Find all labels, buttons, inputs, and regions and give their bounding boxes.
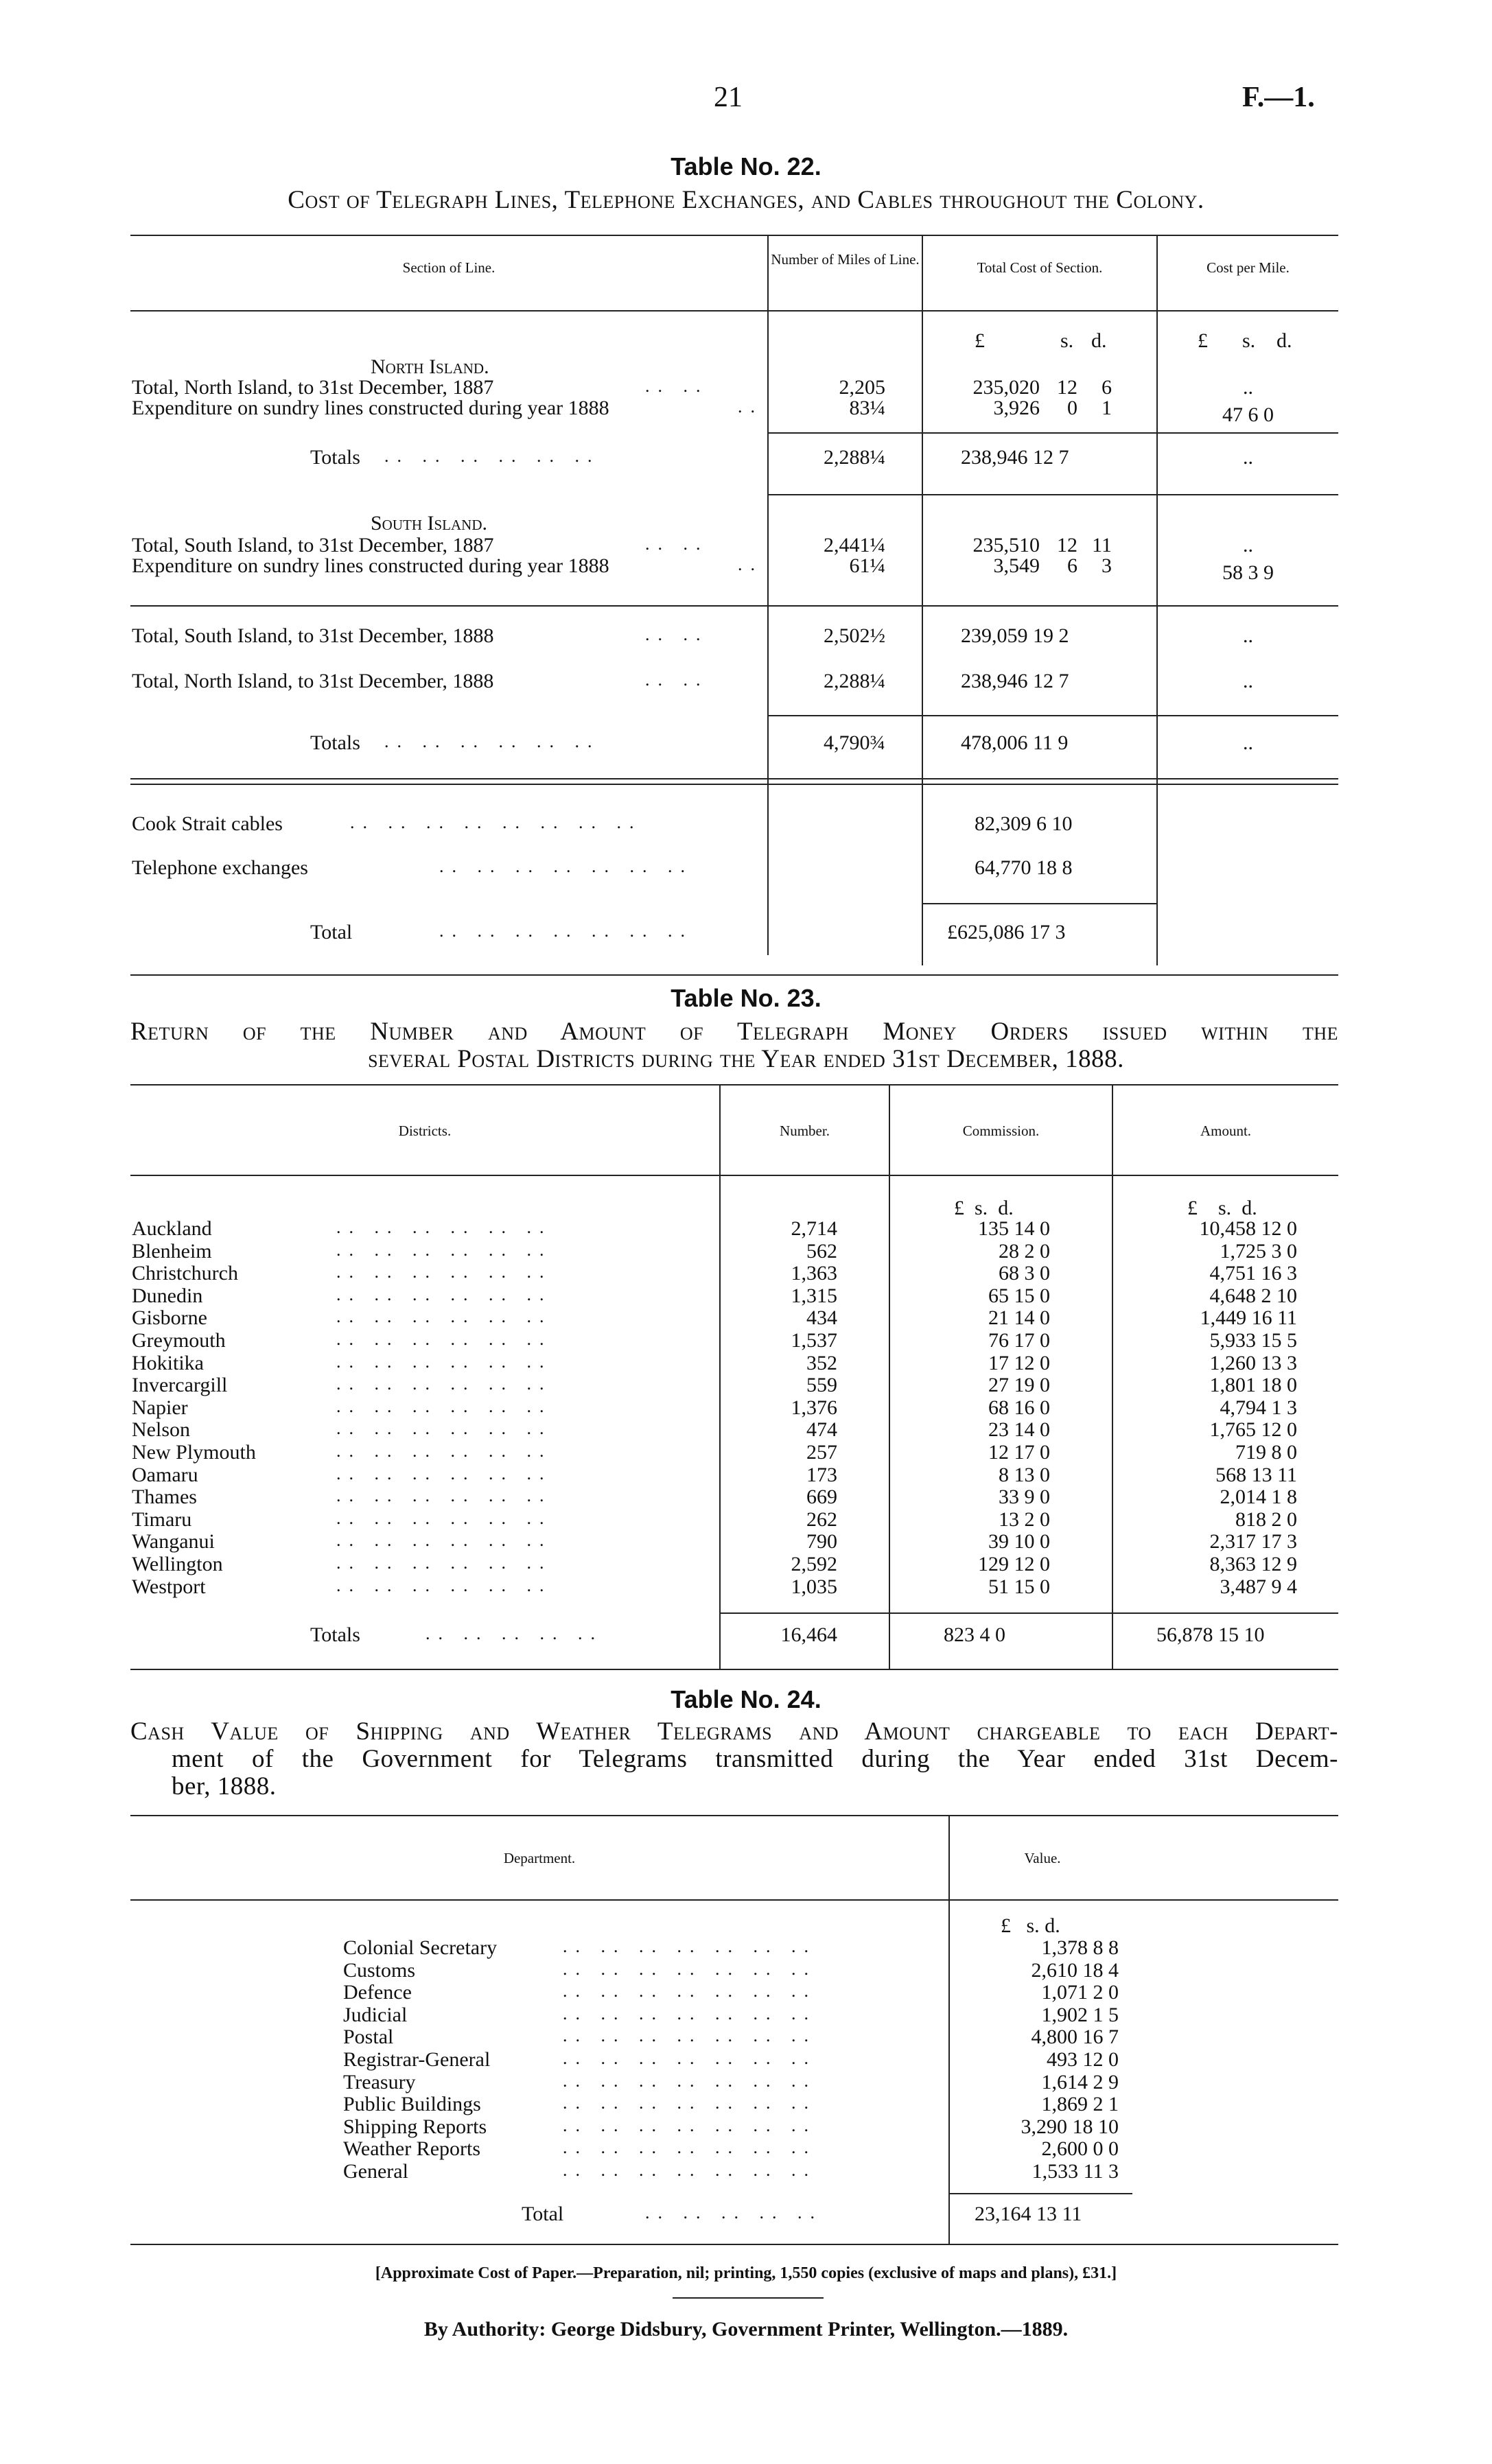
leader-dots: .. .. .. .. .. .. .. bbox=[563, 1981, 817, 2001]
section-label: Total, South Island, to 31st December, 1888 bbox=[132, 624, 494, 647]
leader-dots: .. .. .. .. .. .. .. bbox=[439, 856, 693, 876]
number-value: 1,035 bbox=[791, 1575, 837, 1598]
district-name: New Plymouth bbox=[132, 1441, 256, 1464]
miles-value: 83¼ bbox=[849, 397, 885, 419]
leader-dots: .. .. .. .. .. .. .. bbox=[563, 2115, 817, 2135]
table23-bottom-rule bbox=[130, 1669, 1338, 1670]
cost-total: 239,059 19 2 bbox=[961, 624, 1069, 647]
commission-value: 39 10 0 bbox=[988, 1530, 1050, 1553]
leader-dots: .. .. .. .. .. .. bbox=[336, 1284, 552, 1304]
total-label: Total bbox=[310, 921, 353, 943]
rule bbox=[130, 778, 1338, 779]
leader-dots: .. .. .. .. .. .. bbox=[336, 1262, 552, 1282]
department-value: 493 12 0 bbox=[1047, 2048, 1119, 2071]
department-value: 1,533 11 3 bbox=[1031, 2160, 1119, 2183]
commission-value: 129 12 0 bbox=[978, 1553, 1050, 1575]
table24-description-line1: Cash Value of Shipping and Weather Telegrams and Amount chargeable to each Depart- bbox=[130, 1717, 1338, 1746]
south-island-heading: South Island. bbox=[371, 512, 488, 535]
number-value: 790 bbox=[806, 1530, 837, 1553]
commission-value: 8 13 0 bbox=[999, 1464, 1050, 1486]
per-mile-value: .. bbox=[1243, 534, 1253, 556]
number-value: 434 bbox=[806, 1306, 837, 1329]
district-name: Wellington bbox=[132, 1553, 223, 1575]
cost-total: 238,946 12 7 bbox=[961, 446, 1069, 469]
rule bbox=[130, 784, 1338, 785]
district-name: Invercargill bbox=[132, 1374, 228, 1396]
district-name: Wanganui bbox=[132, 1530, 215, 1553]
table23-description-line2: several Postal Districts during the Year ended 31st December, 1888. bbox=[368, 1045, 1124, 1073]
number-value: 669 bbox=[806, 1486, 837, 1508]
district-name: Gisborne bbox=[132, 1306, 207, 1329]
shillings-unit: s. bbox=[1218, 1197, 1232, 1219]
table22-bottom-rule bbox=[130, 974, 1338, 976]
per-mile-value: .. bbox=[1243, 624, 1253, 647]
leader-dots: .. .. .. .. .. .. bbox=[336, 1486, 552, 1505]
rule bbox=[767, 432, 1338, 434]
cost-total: 238,946 12 7 bbox=[961, 670, 1069, 692]
leader-dots: .. .. .. .. .. .. .. bbox=[563, 2071, 817, 2091]
table24-col-divider bbox=[948, 1815, 950, 2244]
table23-col-number: Number. bbox=[780, 1123, 830, 1139]
leader-dots: .. .. .. .. .. .. bbox=[336, 1396, 552, 1416]
leader-dots: .. .. .. .. .. bbox=[645, 2203, 823, 2222]
department-name: Postal bbox=[343, 2026, 394, 2048]
north-island-heading: North Island. bbox=[371, 355, 489, 378]
doc-reference: F.—1. bbox=[1242, 82, 1315, 113]
leader-dots: .. .. .. .. .. .. bbox=[336, 1508, 552, 1528]
shillings-unit: s. bbox=[975, 1197, 988, 1219]
leader-dots: .. .. bbox=[645, 376, 709, 396]
amount-value: 1,801 18 0 bbox=[1209, 1374, 1297, 1396]
rule bbox=[130, 605, 1338, 607]
department-name: Weather Reports bbox=[343, 2137, 481, 2160]
leader-dots: .. .. .. .. .. .. bbox=[336, 1217, 552, 1237]
department-value: 1,071 2 0 bbox=[1041, 1981, 1119, 2004]
table22-col-divider bbox=[767, 235, 769, 955]
table22-title: Table No. 22. bbox=[671, 152, 821, 180]
amount-value: 568 13 11 bbox=[1215, 1464, 1297, 1486]
department-value: 4,800 16 7 bbox=[1031, 2026, 1119, 2048]
amount-value: 4,794 1 3 bbox=[1220, 1396, 1297, 1419]
cost-of-paper-note: [Approximate Cost of Paper.—Preparation, nil; printing, 1,550 copies (exclusive of maps and plans), £31.] bbox=[375, 2264, 1117, 2282]
number-value: 559 bbox=[806, 1374, 837, 1396]
district-name: Auckland bbox=[132, 1217, 212, 1240]
cost-shillings: 12 bbox=[1057, 376, 1077, 399]
per-mile-value: .. bbox=[1243, 670, 1253, 692]
table24-title: Table No. 24. bbox=[671, 1685, 821, 1713]
amount-units bbox=[1187, 1197, 1257, 1220]
section-label: Total, North Island, to 31st December, 1887 bbox=[132, 376, 494, 399]
miles-value: 2,288¼ bbox=[824, 446, 885, 469]
cost-pounds: 3,549 bbox=[993, 554, 1040, 577]
amount-value: 4,648 2 10 bbox=[1209, 1284, 1297, 1307]
district-name: Oamaru bbox=[132, 1464, 198, 1486]
rule bbox=[922, 903, 1156, 904]
per-mile-value: .. bbox=[1243, 731, 1253, 754]
table22-col-per-mile: Cost per Mile. bbox=[1207, 259, 1290, 276]
department-value: 1,902 1 5 bbox=[1041, 2004, 1119, 2026]
table23-col-districts: Districts. bbox=[398, 1123, 452, 1139]
shillings-unit: s. bbox=[1242, 329, 1256, 352]
commission-units bbox=[954, 1197, 1014, 1220]
leader-dots: .. .. .. .. .. .. .. bbox=[563, 1959, 817, 1979]
district-name: Timaru bbox=[132, 1508, 192, 1531]
number-value: 1,537 bbox=[791, 1329, 837, 1352]
department-name: Customs bbox=[343, 1959, 416, 1982]
leader-dots: .. .. .. .. .. .. .. bbox=[563, 2026, 817, 2045]
leader-dots: .. bbox=[738, 554, 763, 574]
district-name: Christchurch bbox=[132, 1262, 238, 1284]
commission-value: 135 14 0 bbox=[978, 1217, 1050, 1240]
district-name: Dunedin bbox=[132, 1284, 203, 1307]
number-value: 262 bbox=[806, 1508, 837, 1531]
district-name: Greymouth bbox=[132, 1329, 226, 1352]
cost-pence: 11 bbox=[1092, 534, 1112, 556]
department-name: Treasury bbox=[343, 2071, 416, 2093]
miles-value: 2,502½ bbox=[824, 624, 885, 647]
amount-value: 719 8 0 bbox=[1235, 1441, 1297, 1464]
grand-total-cost: £625,086 17 3 bbox=[947, 921, 1066, 943]
table23-description-line1: Return of the Number and Amount of Telegraph Money Orders issued within the bbox=[130, 1018, 1338, 1046]
leader-dots: .. .. .. .. .. .. .. bbox=[563, 2093, 817, 2113]
district-name: Napier bbox=[132, 1396, 188, 1419]
department-name: Shipping Reports bbox=[343, 2115, 487, 2138]
commission-value: 12 17 0 bbox=[988, 1441, 1050, 1464]
commission-value: 68 3 0 bbox=[999, 1262, 1050, 1284]
leader-dots: .. .. .. .. .. .. .. .. bbox=[350, 812, 642, 832]
number-value: 1,363 bbox=[791, 1262, 837, 1284]
table24-col-department: Department. bbox=[503, 1850, 576, 1866]
pence-unit: d. bbox=[1277, 329, 1292, 352]
commission-value: 33 9 0 bbox=[999, 1486, 1050, 1508]
table22-description: Cost of Telegraph Lines, Telephone Exchanges, and Cables throughout the Colony. bbox=[288, 186, 1204, 214]
cost-total: 478,006 11 9 bbox=[961, 731, 1069, 754]
pence-unit: d. bbox=[998, 1197, 1014, 1219]
leader-dots: .. .. .. .. .. .. .. bbox=[563, 1936, 817, 1956]
leader-dots: .. .. .. .. .. .. bbox=[336, 1464, 552, 1483]
per-mile-value: 58 3 9 bbox=[1222, 561, 1274, 584]
leader-dots: .. .. .. .. .. .. .. bbox=[563, 2137, 817, 2157]
department-value: 2,600 0 0 bbox=[1041, 2137, 1119, 2160]
amount-total: 56,878 15 10 bbox=[1156, 1623, 1265, 1646]
amount-value: 3,487 9 4 bbox=[1220, 1575, 1297, 1598]
leader-dots: .. .. .. .. .. .. bbox=[336, 1553, 552, 1573]
pence-unit: d. bbox=[1091, 329, 1107, 352]
leader-dots: .. .. .. .. .. .. .. bbox=[563, 2160, 817, 2180]
department-name: Public Buildings bbox=[343, 2093, 481, 2115]
footer-rule bbox=[673, 2297, 824, 2299]
commission-value: 65 15 0 bbox=[988, 1284, 1050, 1307]
amount-value: 1,765 12 0 bbox=[1209, 1418, 1297, 1441]
leader-dots: .. bbox=[738, 397, 763, 416]
leader-dots: .. .. .. .. .. .. bbox=[336, 1418, 552, 1438]
department-value: 1,378 8 8 bbox=[1041, 1936, 1119, 1959]
pounds-unit: £ bbox=[954, 1197, 964, 1219]
totals-label: Totals bbox=[310, 446, 360, 469]
leader-dots: .. .. .. .. .. bbox=[426, 1623, 603, 1643]
table22-col-miles: Number of Miles of Line. bbox=[771, 251, 920, 268]
cost-total: 64,770 18 8 bbox=[975, 856, 1073, 879]
cost-pence: 1 bbox=[1101, 397, 1112, 419]
number-value: 2,714 bbox=[791, 1217, 837, 1240]
number-value: 173 bbox=[806, 1464, 837, 1486]
leader-dots: .. .. .. .. .. .. bbox=[336, 1441, 552, 1461]
cost-shillings: 12 bbox=[1057, 534, 1077, 556]
value-total: 23,164 13 11 bbox=[975, 2203, 1082, 2225]
rule bbox=[719, 1612, 1338, 1614]
amount-value: 2,014 1 8 bbox=[1220, 1486, 1297, 1508]
section-label: Expenditure on sundry lines constructed during year 1888 bbox=[132, 554, 609, 577]
pounds-unit: £ bbox=[1198, 329, 1208, 352]
section-label: Total, South Island, to 31st December, 1887 bbox=[132, 534, 494, 556]
pounds-unit: £ bbox=[1001, 1914, 1011, 1937]
leader-dots: .. .. .. .. .. .. bbox=[336, 1329, 552, 1349]
miles-value: 2,441¼ bbox=[824, 534, 885, 556]
cost-pence: 3 bbox=[1101, 554, 1112, 577]
department-value: 1,614 2 9 bbox=[1041, 2071, 1119, 2093]
section-label: Cook Strait cables bbox=[132, 812, 283, 835]
department-name: Registrar-General bbox=[343, 2048, 491, 2071]
department-value: 1,869 2 1 bbox=[1041, 2093, 1119, 2115]
department-name: Judicial bbox=[343, 2004, 408, 2026]
leader-dots: .. .. .. .. .. .. bbox=[336, 1530, 552, 1550]
table24-description-line2: ment of the Government for Telegrams transmitted during the Year ended 31st Decem- bbox=[172, 1745, 1338, 1773]
amount-value: 10,458 12 0 bbox=[1199, 1217, 1297, 1240]
department-value: 3,290 18 10 bbox=[1021, 2115, 1119, 2138]
cost-pounds: 235,510 bbox=[972, 534, 1040, 556]
department-value: 2,610 18 4 bbox=[1031, 1959, 1119, 1982]
table22-col-section: Section of Line. bbox=[402, 259, 496, 276]
number-value: 352 bbox=[806, 1352, 837, 1374]
leader-dots: .. .. .. .. .. .. bbox=[336, 1575, 552, 1595]
table23-top-rule bbox=[130, 1084, 1338, 1086]
commission-value: 76 17 0 bbox=[988, 1329, 1050, 1352]
table24-header-rule bbox=[130, 1899, 1338, 1901]
commission-value: 17 12 0 bbox=[988, 1352, 1050, 1374]
commission-value: 51 15 0 bbox=[988, 1575, 1050, 1598]
number-value: 1,315 bbox=[791, 1284, 837, 1307]
leader-dots: .. .. bbox=[645, 534, 709, 554]
amount-value: 818 2 0 bbox=[1235, 1508, 1297, 1531]
number-value: 474 bbox=[806, 1418, 837, 1441]
leader-dots: .. .. .. .. .. .. bbox=[336, 1240, 552, 1260]
commission-value: 68 16 0 bbox=[988, 1396, 1050, 1419]
miles-value: 2,205 bbox=[839, 376, 885, 399]
commission-value: 27 19 0 bbox=[988, 1374, 1050, 1396]
number-total: 16,464 bbox=[780, 1623, 837, 1646]
district-name: Thames bbox=[132, 1486, 197, 1508]
leader-dots: .. .. .. .. .. .. bbox=[336, 1374, 552, 1394]
totals-label: Totals bbox=[310, 1623, 360, 1646]
commission-value: 28 2 0 bbox=[999, 1240, 1050, 1263]
cost-pence: 6 bbox=[1101, 376, 1112, 399]
leader-dots: .. .. .. .. .. .. bbox=[384, 446, 601, 466]
rule bbox=[948, 2193, 1132, 2194]
number-value: 257 bbox=[806, 1441, 837, 1464]
leader-dots: .. .. .. .. .. .. bbox=[384, 731, 601, 751]
section-label: Total, North Island, to 31st December, 1888 bbox=[132, 670, 494, 692]
table22-col-divider bbox=[1156, 235, 1158, 965]
table22-col-cost: Total Cost of Section. bbox=[977, 259, 1103, 276]
table23-header-rule bbox=[130, 1175, 1338, 1176]
table24-description-line3: ber, 1888. bbox=[172, 1772, 277, 1800]
table23-col-divider bbox=[889, 1084, 890, 1669]
totals-label: Totals bbox=[310, 731, 360, 754]
cost-shillings: 0 bbox=[1067, 397, 1077, 419]
miles-value: 2,288¼ bbox=[824, 670, 885, 692]
per-mile-value: .. bbox=[1243, 446, 1253, 469]
cost-shillings: 6 bbox=[1067, 554, 1077, 577]
rule bbox=[767, 494, 1338, 495]
pounds-unit: £ bbox=[975, 329, 985, 352]
department-name: General bbox=[343, 2160, 408, 2183]
commission-total: 823 4 0 bbox=[944, 1623, 1005, 1646]
total-label: Total bbox=[522, 2203, 564, 2225]
printer-authority: By Authority: George Didsbury, Government Printer, Wellington.—1889. bbox=[423, 2318, 1069, 2340]
commission-value: 23 14 0 bbox=[988, 1418, 1050, 1441]
table24-col-value: Value. bbox=[1024, 1850, 1061, 1866]
amount-value: 1,260 13 3 bbox=[1209, 1352, 1297, 1374]
leader-dots: .. .. bbox=[645, 624, 709, 644]
section-label: Telephone exchanges bbox=[132, 856, 308, 879]
table23-col-commission: Commission. bbox=[962, 1123, 1040, 1139]
leader-dots: .. .. .. .. .. .. bbox=[336, 1352, 552, 1372]
table23-col-divider bbox=[1112, 1084, 1113, 1669]
number-value: 1,376 bbox=[791, 1396, 837, 1419]
leader-dots: .. .. bbox=[645, 670, 709, 690]
table22-col-divider bbox=[922, 235, 923, 965]
commission-value: 21 14 0 bbox=[988, 1306, 1050, 1329]
pence-unit: d. bbox=[1045, 1914, 1060, 1937]
district-name: Nelson bbox=[132, 1418, 190, 1441]
pounds-unit: £ bbox=[1187, 1197, 1198, 1219]
leader-dots: .. .. .. .. .. .. .. bbox=[563, 2048, 817, 2068]
table24-bottom-rule bbox=[130, 2244, 1338, 2245]
table23-col-amount: Amount. bbox=[1200, 1123, 1252, 1139]
table23-col-divider bbox=[719, 1084, 721, 1669]
leader-dots: .. .. .. .. .. .. .. bbox=[439, 921, 693, 941]
amount-value: 1,449 16 11 bbox=[1200, 1306, 1297, 1329]
amount-value: 8,363 12 9 bbox=[1209, 1553, 1297, 1575]
leader-dots: .. .. .. .. .. .. bbox=[336, 1306, 552, 1326]
table23-title: Table No. 23. bbox=[671, 984, 821, 1012]
pence-unit: d. bbox=[1242, 1197, 1257, 1219]
commission-value: 13 2 0 bbox=[999, 1508, 1050, 1531]
shillings-unit: s. bbox=[1060, 329, 1074, 352]
amount-value: 5,933 15 5 bbox=[1209, 1329, 1297, 1352]
cost-pounds: 235,020 bbox=[972, 376, 1040, 399]
number-value: 562 bbox=[806, 1240, 837, 1263]
rule bbox=[767, 715, 1338, 716]
per-mile-value: .. bbox=[1243, 376, 1253, 399]
department-name: Colonial Secretary bbox=[343, 1936, 498, 1959]
section-label: Expenditure on sundry lines constructed during year 1888 bbox=[132, 397, 609, 419]
amount-value: 4,751 16 3 bbox=[1209, 1262, 1297, 1284]
miles-value: 61¼ bbox=[849, 554, 885, 577]
cost-pounds: 3,926 bbox=[993, 397, 1040, 419]
district-name: Hokitika bbox=[132, 1352, 204, 1374]
table24-top-rule bbox=[130, 1815, 1338, 1816]
amount-value: 1,725 3 0 bbox=[1220, 1240, 1297, 1263]
district-name: Westport bbox=[132, 1575, 206, 1598]
amount-value: 2,317 17 3 bbox=[1209, 1530, 1297, 1553]
miles-value: 4,790¾ bbox=[824, 731, 885, 754]
page-number: 21 bbox=[714, 82, 743, 113]
district-name: Blenheim bbox=[132, 1240, 212, 1263]
value-units bbox=[1001, 1914, 1060, 1938]
shillings-unit: s. bbox=[1026, 1914, 1040, 1937]
department-name: Defence bbox=[343, 1981, 412, 2004]
number-value: 2,592 bbox=[791, 1553, 837, 1575]
leader-dots: .. .. .. .. .. .. .. bbox=[563, 2004, 817, 2023]
cost-total: 82,309 6 10 bbox=[975, 812, 1073, 835]
per-mile-value: 47 6 0 bbox=[1222, 403, 1274, 426]
